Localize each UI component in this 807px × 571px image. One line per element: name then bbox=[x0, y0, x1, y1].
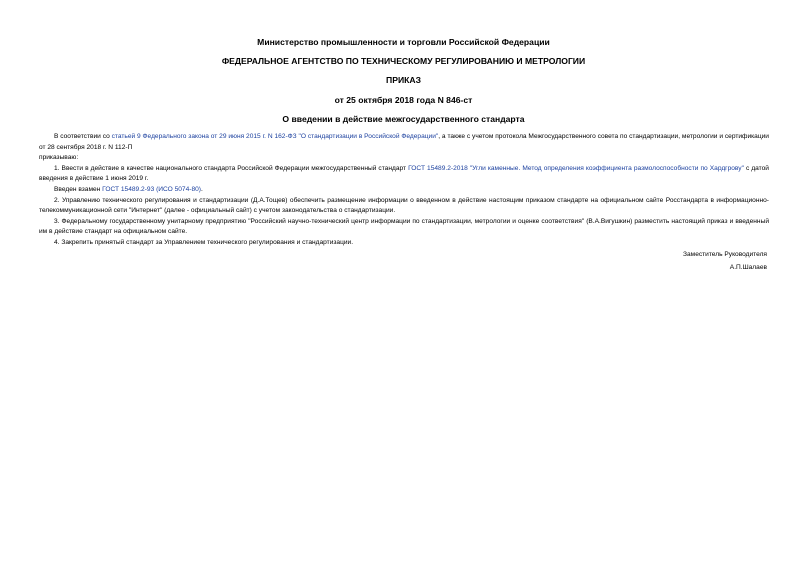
signer-name: А.П.Шалаев bbox=[729, 264, 767, 271]
item-3: 3. Федеральному государственному унитарному предприятию "Российский научно-технический центр информации по стандартизации, метрологии и оценке соответствия" (В.А.Вигушкин) разместить настоящий приказ и введенный им в действие стандарт на официальном сайте. bbox=[39, 217, 769, 236]
replaced-text: Введен взамен bbox=[54, 185, 103, 193]
order-word: приказываю: bbox=[39, 154, 79, 162]
document-date-number: от 25 октября 2018 года N 846-ст bbox=[334, 95, 473, 105]
item-1-text-start: 1. Ввести в действие в качестве национального стандарта Российской Федерации межгосударственный стандарт bbox=[54, 164, 409, 172]
document-type: ПРИКАЗ bbox=[386, 75, 421, 85]
preamble-paragraph bbox=[39, 132, 769, 153]
replaced-standard-link[interactable]: ГОСТ 15489.2-93 (ИСО 5074-80) bbox=[102, 185, 201, 193]
ministry-name: Министерство промышленности и торговли Российской Федерации bbox=[257, 37, 550, 47]
item-1-text-end: с датой введения в действие 1 июня 2019 г. bbox=[39, 164, 769, 183]
item-4: 4. Закрепить принятый стандарт за Управлением технического регулирования и стандартизации. bbox=[54, 238, 354, 246]
document-body bbox=[39, 132, 769, 249]
item-1 bbox=[39, 164, 769, 185]
preamble-text-end: , а также с учетом протокола Межгосударственного совета по стандартизации, метрологии и сертификации от 28 сентября 2018 г. N 112-П bbox=[39, 133, 769, 151]
document-subject: О введении в действие межгосударственного стандарта bbox=[282, 114, 525, 124]
replaced-period: . bbox=[200, 185, 203, 193]
law-link[interactable]: статьей 9 Федерального закона от 29 июня 2015 г. N 162-ФЗ "О стандартизации в Российской Федерации" bbox=[111, 133, 439, 140]
standard-link[interactable]: ГОСТ 15489.2-2018 "Угли каменные. Метод определения коэффициента размолоспособности по Хардгрову" bbox=[408, 164, 744, 172]
replaced-standard bbox=[39, 185, 769, 196]
agency-name: ФЕДЕРАЛЬНОЕ АГЕНТСТВО ПО ТЕХНИЧЕСКОМУ РЕГУЛИРОВАНИЮ И МЕТРОЛОГИИ bbox=[221, 56, 586, 66]
preamble-text-start: В соответствии со bbox=[54, 133, 112, 140]
signer-position: Заместитель Руководителя bbox=[683, 251, 767, 258]
item-2: 2. Управлению технического регулирования и стандартизации (Д.А.Тощев) обеспечить размещение информации о введенном в действие настоящим приказом стандарте на официальном сайте Росстандарта в информационно-телекоммуникационной сети "Интернет" (далее - официальный сайт) с учетом законодательства о стандартизации. bbox=[39, 196, 769, 215]
